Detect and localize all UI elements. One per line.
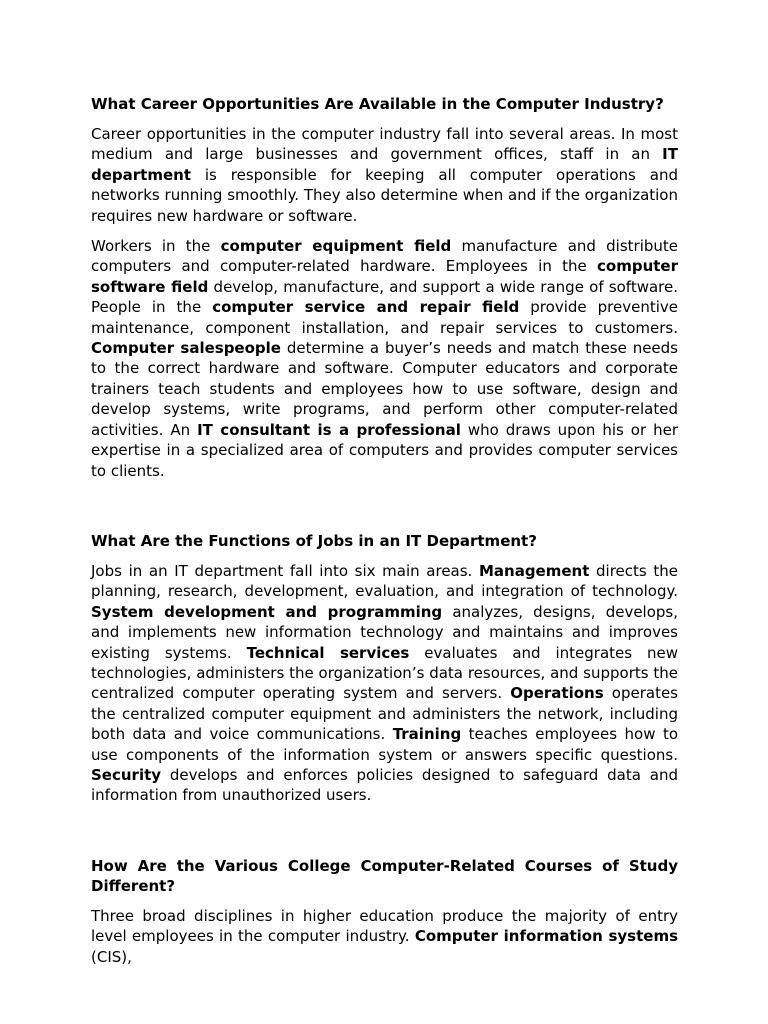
text-run: Three broad disciplines in higher education produce the majority of entry level employees in the computer industry. [91, 906, 678, 946]
bold-term: Technical services [246, 643, 410, 662]
text-run: Career opportunities in the computer industry fall into several areas. In most medium and large businesses and government offices, staff in an [91, 125, 678, 164]
text-run: operates the centralized computer equipment and administers the network, including both data and voice communications. [91, 684, 678, 744]
bold-term: Security [91, 765, 162, 784]
section-3-heading: How Are the Various College Computer-Related Courses of Study Different? [91, 856, 678, 895]
text-run: Jobs in an IT department fall into six main areas. [91, 561, 479, 580]
section-gap [91, 816, 678, 856]
section-1-paragraph-2 [91, 236, 678, 481]
bold-term: computer software field [91, 257, 678, 296]
section-2-paragraph-1 [91, 561, 678, 806]
bold-term: Management [478, 561, 590, 580]
bold-term: computer service and repair field [212, 298, 520, 317]
text-run: determine a buyer’s needs and match these needs to the correct hardware and software. Computer educators and corporate trainers teach students and employees how to use software, design and develop systems, write programs, and perform other computer-related activities. An [91, 339, 678, 439]
text-run: provide preventive maintenance, component installation, and repair services to customers. [91, 298, 678, 337]
text-run: is responsible for keeping all computer operations and networks running smoothly. They also determine when and if the organization requires new hardware or software. [91, 165, 678, 225]
text-run: analyzes, designs, develops, and implements new information technology and maintains and improves existing systems. [91, 602, 679, 662]
text-run: Workers in the [91, 237, 221, 256]
section-1-heading: What Career Opportunities Are Available in the Computer Industry? [91, 95, 664, 113]
text-run: develops and enforces policies designed to safeguard data and information from unauthorized users. [91, 765, 678, 805]
text-run: teaches employees how to use components of the information system or answers specific questions. [91, 725, 679, 764]
bold-term: IT consultant is a professional [197, 420, 461, 439]
section-3-paragraph-1 [91, 906, 678, 967]
bold-term: IT department [91, 145, 678, 184]
section-2-heading: What Are the Functions of Jobs in an IT Department? [91, 531, 537, 550]
bold-term: Computer salespeople [91, 339, 281, 358]
text-run: evaluates and integrates new technologies, administers the organization’s data resources, and supports the centralized computer operating system and servers. [91, 643, 679, 703]
bold-term: System development and programming [91, 602, 443, 621]
bold-term: Training [392, 725, 462, 744]
text-run: develop, manufacture, and support a wide range of software. People in the [91, 277, 679, 317]
bold-term: Computer information systems [414, 927, 678, 946]
bold-term: Operations [510, 684, 604, 703]
text-run: (CIS), [91, 947, 132, 966]
section-1-paragraph-1 [91, 124, 678, 226]
section-gap [91, 491, 678, 531]
text-run: manufacture and distribute computers and computer-related hardware. Employees in the [91, 237, 678, 276]
bold-term: computer equipment field [220, 237, 452, 256]
text-run: directs the planning, research, development, evaluation, and integration of technology. [91, 561, 678, 601]
text-run: who draws upon his or her expertise in a specialized area of computers and provides computer services to clients. [91, 420, 678, 480]
